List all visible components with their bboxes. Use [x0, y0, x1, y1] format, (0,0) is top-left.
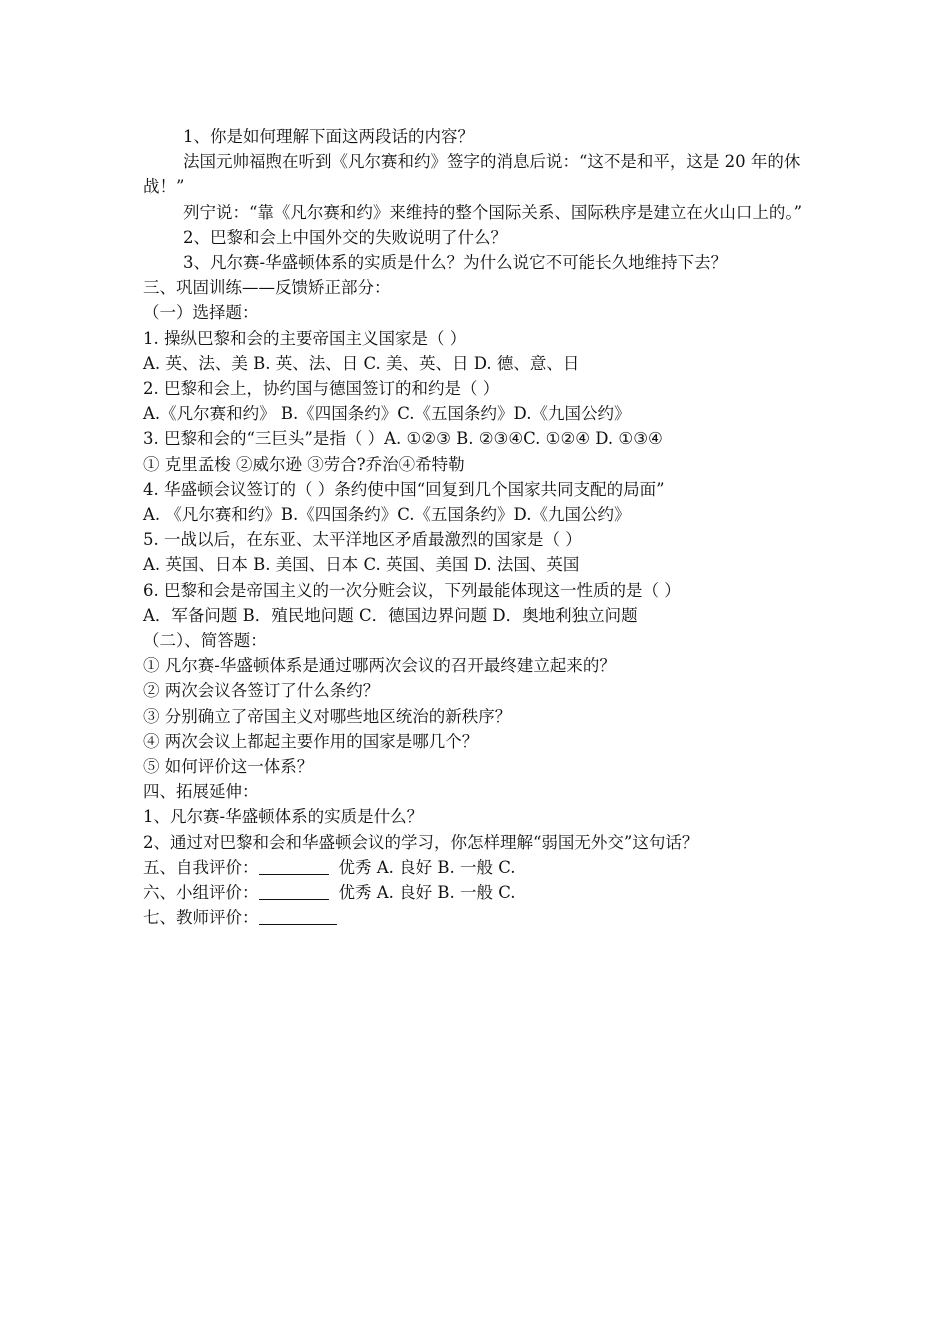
self-evaluation-blank[interactable] [259, 856, 329, 875]
mc-q6: 6. 巴黎和会是帝国主义的一次分赃会议，下列最能体现这一性质的是（ ） [143, 580, 681, 600]
mc-q1: 1. 操纵巴黎和会的主要帝国主义国家是（ ） [143, 328, 467, 348]
mc-q4-options: A. 《凡尔赛和约》B.《四国条约》C.《五国条约》D.《九国公约》 [143, 505, 631, 525]
teacher-evaluation-label: 七、教师评价： [143, 908, 259, 928]
quote-foch: 法国元帅福煦在听到《凡尔赛和约》签字的消息后说：“这不是和平，这是 20 年的休战！” [143, 152, 801, 197]
question-3: 3、凡尔赛-华盛顿体系的实质是什么？为什么说它不可能长久地维持下去？ [183, 253, 728, 273]
short-answer-heading: （二）、简答题： [143, 631, 267, 651]
extension-q1: 1、凡尔赛-华盛顿体系的实质是什么？ [143, 807, 424, 827]
self-evaluation-row [143, 855, 813, 880]
group-evaluation-blank[interactable] [259, 881, 329, 900]
section-4-heading: 四、拓展延伸： [143, 782, 259, 802]
mc-q5: 5. 一战以后，在东亚、太平洋地区矛盾最激烈的国家是（ ） [143, 530, 582, 550]
document-body [143, 124, 813, 931]
self-evaluation-label: 五、自我评价： [143, 857, 259, 877]
extension-q2: 2、通过对巴黎和会和华盛顿会议的学习，你怎样理解“弱国无外交”这句话？ [143, 832, 699, 852]
short-answer-3: ③ 分别确立了帝国主义对哪些地区统治的新秩序？ [143, 706, 512, 726]
teacher-evaluation-row [143, 905, 813, 930]
mc-q2: 2. 巴黎和会上，协约国与德国签订的和约是（ ） [143, 379, 500, 399]
group-evaluation-label: 六、小组评价： [143, 883, 259, 903]
mc-q3-items: ① 克里孟梭 ②威尔逊 ③劳合?乔治④希特勒 [143, 454, 465, 474]
teacher-evaluation-blank[interactable] [259, 906, 337, 925]
quote-lenin: 列宁说：“靠《凡尔赛和约》来维持的整个国际关系、国际秩序是建立在火山口上的。” [183, 202, 803, 222]
mc-q3: 3. 巴黎和会的“三巨头”是指（ ）A. ①②③ B. ②③④C. ①②④ D. ①③④ [143, 429, 663, 449]
question-2: 2、巴黎和会上中国外交的失败说明了什么？ [183, 227, 507, 247]
mc-q4: 4. 华盛顿会议签订的（ ）条约使中国“回复到几个国家共同支配的局面” [143, 479, 665, 499]
short-answer-4: ④ 两次会议上都起主要作用的国家是哪几个？ [143, 731, 479, 751]
mc-q2-options: A.《凡尔赛和约》 B.《四国条约》C.《五国条约》D.《九国公约》 [143, 404, 631, 424]
short-answer-2: ② 两次会议各签订了什么条约？ [143, 681, 380, 701]
mc-q1-options: A. 英、法、美 B. 英、法、日 C. 美、英、日 D. 德、意、日 [143, 353, 580, 373]
mc-q5-options: A. 英国、日本 B. 美国、日本 C. 英国、美国 D. 法国、英国 [143, 555, 580, 575]
mc-q6-options: A．军备问题 B．殖民地问题 C．德国边界问题 D．奥地利独立问题 [143, 605, 638, 625]
choice-heading: （一）选择题： [143, 303, 259, 323]
self-evaluation-options: 优秀 A. 良好 B. 一般 C. [338, 857, 516, 877]
short-answer-1: ① 凡尔赛-华盛顿体系是通过哪两次会议的召开最终建立起来的？ [143, 656, 616, 676]
question-1: 1、你是如何理解下面这两段话的内容？ [183, 127, 474, 146]
section-3-heading: 三、巩固训练——反馈矫正部分： [143, 278, 391, 298]
short-answer-5: ⑤ 如何评价这一体系？ [143, 757, 314, 777]
group-evaluation-options: 优秀 A. 良好 B. 一般 C. [338, 883, 516, 903]
group-evaluation-row [143, 880, 813, 905]
